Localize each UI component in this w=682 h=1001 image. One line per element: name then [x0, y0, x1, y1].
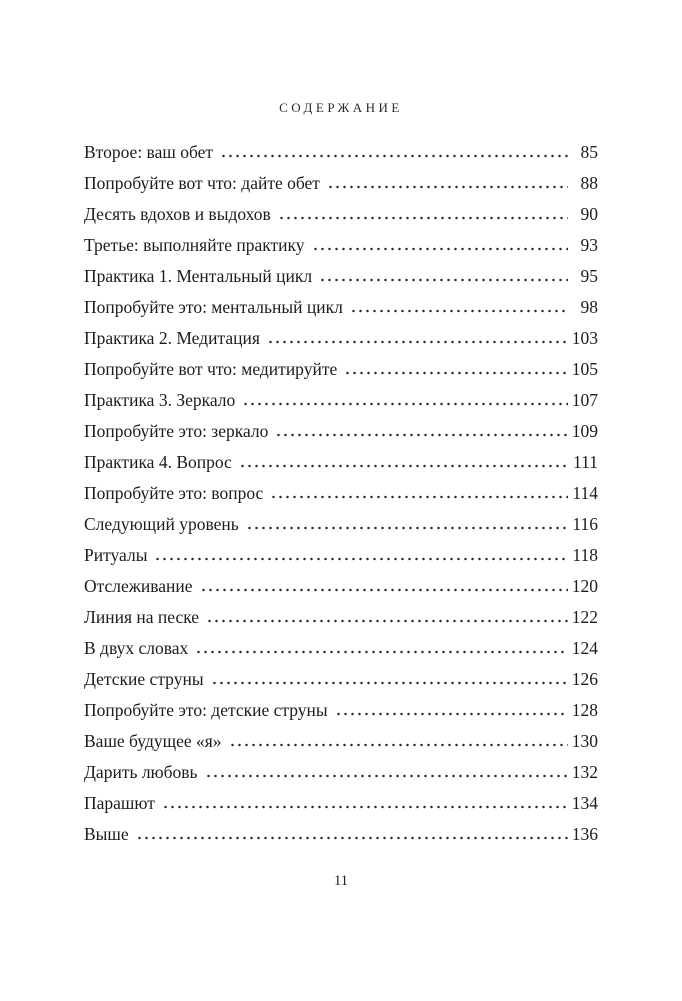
toc-entry-page: 134	[571, 793, 598, 813]
toc-entry-title: Отслеживание	[84, 576, 193, 596]
toc-entry	[84, 203, 598, 234]
dot-leader	[136, 836, 568, 840]
dot-leader	[275, 433, 568, 437]
toc-entry-page: 124	[571, 638, 598, 658]
toc-entry	[84, 575, 598, 606]
toc-entry-title: Второе: ваш обет	[84, 142, 214, 162]
toc-entry-page: 126	[571, 669, 598, 689]
toc-entry	[84, 234, 598, 265]
toc-entry	[84, 699, 598, 730]
toc-entry-page: 136	[571, 824, 598, 844]
toc-entry-page: 132	[571, 762, 598, 782]
toc-entry	[84, 668, 598, 699]
toc-entry-page: 88	[580, 173, 598, 193]
toc-entry-page: 114	[572, 483, 598, 503]
toc-entry-title: Ваше будущее «я»	[84, 731, 222, 751]
dot-leader	[242, 402, 568, 406]
dot-leader	[220, 154, 568, 158]
toc-entry-title: Попробуйте это: вопрос	[84, 483, 264, 503]
toc-entry-title: Попробуйте вот что: медитируйте	[84, 359, 338, 379]
dot-leader	[229, 743, 568, 747]
toc-entry-title: Следующий уровень	[84, 514, 239, 534]
toc-entry	[84, 296, 598, 327]
toc-entry-title: Выше	[84, 824, 129, 844]
dot-leader	[319, 278, 568, 282]
toc-entry-title: Практика 3. Зеркало	[84, 390, 236, 410]
toc-entry-page: 85	[580, 142, 598, 162]
toc-entry-title: Детские струны	[84, 669, 204, 689]
toc-entry-title: Попробуйте это: зеркало	[84, 421, 269, 441]
toc-entry-page: 103	[571, 328, 598, 348]
dot-leader	[195, 650, 568, 654]
dot-leader	[246, 526, 568, 530]
dot-leader	[350, 309, 568, 313]
toc-entry	[84, 389, 598, 420]
dot-leader	[162, 805, 568, 809]
toc-entry-title: Парашют	[84, 793, 155, 813]
toc-entry-title: Практика 2. Медитация	[84, 328, 260, 348]
toc-entry	[84, 730, 598, 761]
dot-leader	[211, 681, 568, 685]
toc-entry	[84, 792, 598, 823]
toc-entry-page: 118	[572, 545, 598, 565]
toc-entry-title: Третье: выполняйте практику	[84, 235, 305, 255]
page-number: 11	[334, 873, 348, 889]
toc-list	[84, 141, 598, 854]
toc-entry-page: 116	[572, 514, 598, 534]
toc-entry-page: 93	[580, 235, 598, 255]
toc-entry-page: 120	[571, 576, 598, 596]
toc-entry	[84, 482, 598, 513]
toc-entry-title: Попробуйте это: детские струны	[84, 700, 328, 720]
dot-leader	[267, 340, 568, 344]
toc-entry-page: 109	[571, 421, 598, 441]
toc-entry	[84, 358, 598, 389]
dot-leader	[344, 371, 568, 375]
toc-entry	[84, 513, 598, 544]
dot-leader	[335, 712, 568, 716]
toc-entry	[84, 420, 598, 451]
toc-entry	[84, 451, 598, 482]
toc-entry-page: 111	[573, 452, 598, 472]
dot-leader	[270, 495, 568, 499]
toc-entry-page: 95	[580, 266, 598, 286]
toc-entry-page: 128	[571, 700, 598, 720]
toc-entry	[84, 327, 598, 358]
toc-entry-page: 107	[571, 390, 598, 410]
dot-leader	[154, 557, 568, 561]
toc-entry-title: Практика 1. Ментальный цикл	[84, 266, 313, 286]
toc-entry	[84, 265, 598, 296]
toc-entry	[84, 172, 598, 203]
toc-entry-title: Практика 4. Вопрос	[84, 452, 232, 472]
toc-entry	[84, 823, 598, 854]
toc-entry-page: 105	[571, 359, 598, 379]
toc-entry-title: Дарить любовь	[84, 762, 198, 782]
dot-leader	[206, 619, 568, 623]
dot-leader	[205, 774, 568, 778]
toc-entry	[84, 141, 598, 172]
dot-leader	[312, 247, 568, 251]
toc-entry-title: В двух словах	[84, 638, 189, 658]
toc-entry-title: Попробуйте это: ментальный цикл	[84, 297, 343, 317]
dot-leader	[278, 216, 568, 220]
toc-entry	[84, 544, 598, 575]
toc-entry	[84, 761, 598, 792]
toc-entry-page: 130	[571, 731, 598, 751]
page-title: СОДЕРЖАНИЕ	[279, 100, 403, 115]
toc-entry-page: 90	[580, 204, 598, 224]
toc-entry-title: Линия на песке	[84, 607, 200, 627]
toc-entry-page: 122	[571, 607, 598, 627]
toc-entry	[84, 606, 598, 637]
dot-leader	[200, 588, 568, 592]
dot-leader	[239, 464, 568, 468]
dot-leader	[327, 185, 568, 189]
toc-entry-title: Попробуйте вот что: дайте обет	[84, 173, 320, 193]
toc-entry-title: Десять вдохов и выдохов	[84, 204, 271, 224]
toc-entry	[84, 637, 598, 668]
toc-entry-page: 98	[580, 297, 598, 317]
toc-entry-title: Ритуалы	[84, 545, 148, 565]
